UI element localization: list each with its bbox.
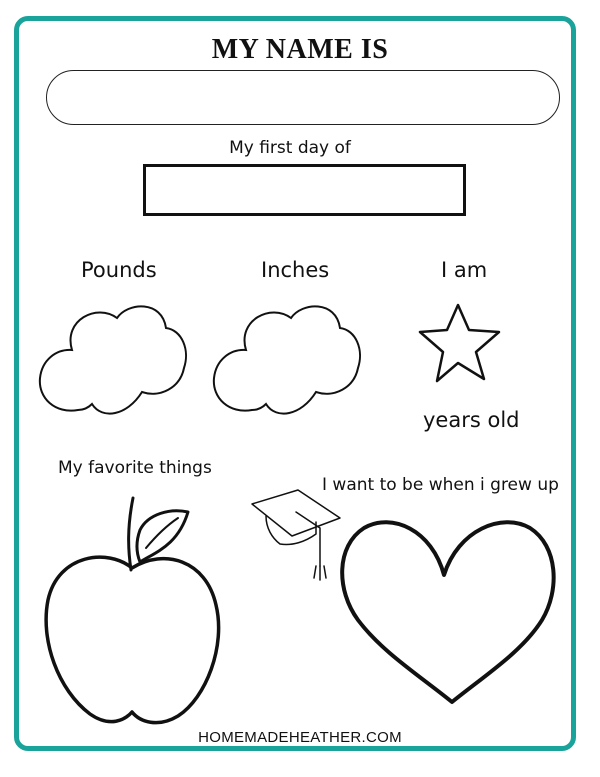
pounds-cloud-icon xyxy=(40,306,186,413)
inches-label: Inches xyxy=(261,258,330,282)
future-label: I want to be when i grew up xyxy=(322,475,559,495)
footer-website: HOMEMADEHEATHER.COM xyxy=(198,729,402,746)
page-title: MY NAME IS xyxy=(211,34,389,65)
inches-cloud-icon xyxy=(214,306,360,413)
pounds-label: Pounds xyxy=(81,258,157,282)
first-day-label: My first day of xyxy=(229,138,351,158)
graduation-cap-icon xyxy=(252,490,340,580)
star-icon xyxy=(420,305,499,381)
age-prefix-label: I am xyxy=(441,258,488,282)
age-suffix-label: years old xyxy=(423,408,520,432)
heart-icon xyxy=(342,522,553,702)
favorite-things-label: My favorite things xyxy=(58,458,212,478)
apple-icon xyxy=(46,498,219,723)
